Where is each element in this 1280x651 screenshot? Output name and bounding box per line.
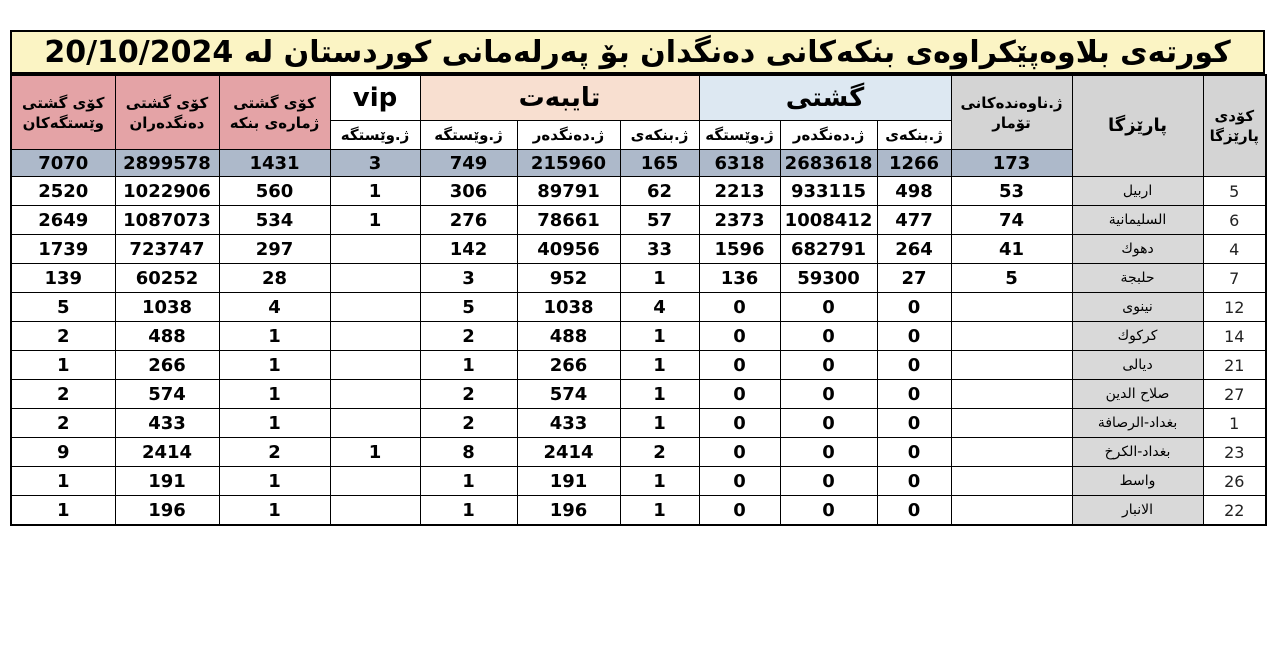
row-special-stations: 142 (420, 235, 517, 264)
row-general-voters: 0 (780, 467, 877, 496)
row-total-centers: 1 (219, 322, 330, 351)
row-registration-centers (951, 351, 1072, 380)
row-general-stations: 2213 (699, 177, 780, 206)
row-vip-stations (330, 322, 420, 351)
row-total-voters: 488 (115, 322, 219, 351)
row-governorate-code: 6 (1203, 206, 1266, 235)
row-total-centers: 2 (219, 438, 330, 467)
row-general-centers: 0 (877, 293, 951, 322)
row-total-voters: 196 (115, 496, 219, 526)
row-governorate-code: 7 (1203, 264, 1266, 293)
row-special-stations: 1 (420, 467, 517, 496)
table-row (11, 177, 1266, 206)
row-general-stations: 0 (699, 351, 780, 380)
row-governorate: كركوك (1072, 322, 1203, 351)
row-special-centers: 33 (620, 235, 699, 264)
row-special-centers: 4 (620, 293, 699, 322)
row-total-centers: 1 (219, 467, 330, 496)
general-centers-total: 1266 (877, 150, 951, 177)
row-vip-stations (330, 409, 420, 438)
row-governorate-code: 5 (1203, 177, 1266, 206)
row-special-stations: 8 (420, 438, 517, 467)
row-general-voters: 933115 (780, 177, 877, 206)
row-general-voters: 1008412 (780, 206, 877, 235)
row-special-stations: 3 (420, 264, 517, 293)
row-general-centers: 0 (877, 380, 951, 409)
row-general-voters: 59300 (780, 264, 877, 293)
row-special-centers: 2 (620, 438, 699, 467)
row-special-stations: 306 (420, 177, 517, 206)
row-registration-centers: 53 (951, 177, 1072, 206)
row-total-centers: 4 (219, 293, 330, 322)
row-registration-centers: 74 (951, 206, 1072, 235)
row-vip-stations (330, 351, 420, 380)
row-governorate: حلبجة (1072, 264, 1203, 293)
header-governorate: پارێزگا (1072, 75, 1203, 177)
row-governorate: صلاح الدين (1072, 380, 1203, 409)
row-general-stations: 136 (699, 264, 780, 293)
row-special-voters: 488 (517, 322, 620, 351)
row-total-stations: 2 (11, 322, 115, 351)
row-total-centers: 534 (219, 206, 330, 235)
row-registration-centers: 41 (951, 235, 1072, 264)
row-total-stations: 1 (11, 467, 115, 496)
header-general-centers: ژ.بنکەی (877, 121, 951, 150)
row-total-stations: 139 (11, 264, 115, 293)
table-row (11, 322, 1266, 351)
table-row (11, 351, 1266, 380)
row-special-stations: 2 (420, 409, 517, 438)
row-registration-centers (951, 380, 1072, 409)
row-general-stations: 2373 (699, 206, 780, 235)
row-total-stations: 2 (11, 380, 115, 409)
row-special-centers: 1 (620, 496, 699, 526)
row-registration-centers (951, 409, 1072, 438)
row-vip-stations: 1 (330, 177, 420, 206)
row-special-centers: 1 (620, 264, 699, 293)
special-stations-total: 749 (420, 150, 517, 177)
row-governorate: ديالى (1072, 351, 1203, 380)
table-row (11, 467, 1266, 496)
row-special-stations: 2 (420, 380, 517, 409)
row-registration-centers: 5 (951, 264, 1072, 293)
row-general-centers: 477 (877, 206, 951, 235)
header-total-voters: کۆی گشتی دەنگدەران (115, 75, 219, 150)
total-centers-value: 1431 (219, 150, 330, 177)
row-general-centers: 264 (877, 235, 951, 264)
header-row-1 (11, 75, 1266, 121)
row-governorate-code: 22 (1203, 496, 1266, 526)
row-vip-stations: 1 (330, 206, 420, 235)
table-row (11, 409, 1266, 438)
general-stations-total: 6318 (699, 150, 780, 177)
total-voters-value: 2899578 (115, 150, 219, 177)
row-general-centers: 27 (877, 264, 951, 293)
row-general-centers: 0 (877, 322, 951, 351)
row-total-voters: 1038 (115, 293, 219, 322)
row-registration-centers (951, 496, 1072, 526)
header-general-stations: ژ.وێستگە (699, 121, 780, 150)
header-special-voters: ژ.دەنگدەر (517, 121, 620, 150)
row-governorate: نينوى (1072, 293, 1203, 322)
row-special-stations: 5 (420, 293, 517, 322)
row-governorate: دهوك (1072, 235, 1203, 264)
row-special-voters: 191 (517, 467, 620, 496)
header-vip: vip (330, 75, 420, 121)
registration-centers-total: 173 (951, 150, 1072, 177)
table-row (11, 264, 1266, 293)
total-stations-value: 7070 (11, 150, 115, 177)
row-general-centers: 0 (877, 467, 951, 496)
row-governorate-code: 12 (1203, 293, 1266, 322)
row-special-stations: 276 (420, 206, 517, 235)
special-centers-total: 165 (620, 150, 699, 177)
row-registration-centers (951, 438, 1072, 467)
header-governorate-code: کۆدی پارێزگا (1203, 75, 1266, 177)
row-governorate-code: 4 (1203, 235, 1266, 264)
row-special-voters: 89791 (517, 177, 620, 206)
row-special-centers: 57 (620, 206, 699, 235)
row-governorate-code: 14 (1203, 322, 1266, 351)
row-general-voters: 682791 (780, 235, 877, 264)
row-general-centers: 498 (877, 177, 951, 206)
election-summary-sheet (10, 30, 1265, 526)
table-row (11, 380, 1266, 409)
row-vip-stations (330, 235, 420, 264)
row-total-voters: 723747 (115, 235, 219, 264)
header-registration-centers: ژ.ناوەندەکانی تۆمار (951, 75, 1072, 150)
table-row (11, 235, 1266, 264)
row-vip-stations (330, 467, 420, 496)
row-governorate-code: 23 (1203, 438, 1266, 467)
row-total-stations: 5 (11, 293, 115, 322)
row-special-voters: 40956 (517, 235, 620, 264)
row-vip-stations (330, 496, 420, 526)
header-special-centers: ژ.بنکەی (620, 121, 699, 150)
row-total-voters: 266 (115, 351, 219, 380)
row-special-stations: 2 (420, 322, 517, 351)
row-total-voters: 60252 (115, 264, 219, 293)
row-special-voters: 433 (517, 409, 620, 438)
row-governorate: السليمانية (1072, 206, 1203, 235)
row-special-centers: 62 (620, 177, 699, 206)
row-total-stations: 1 (11, 351, 115, 380)
row-vip-stations: 1 (330, 438, 420, 467)
summary-table (10, 74, 1267, 526)
row-special-voters: 1038 (517, 293, 620, 322)
row-special-stations: 1 (420, 496, 517, 526)
table-row (11, 206, 1266, 235)
header-total-centers: کۆی گشتی ژمارەی بنکە (219, 75, 330, 150)
row-total-centers: 1 (219, 409, 330, 438)
row-general-voters: 0 (780, 322, 877, 351)
row-special-stations: 1 (420, 351, 517, 380)
row-total-voters: 2414 (115, 438, 219, 467)
row-general-voters: 0 (780, 409, 877, 438)
row-general-voters: 0 (780, 438, 877, 467)
row-general-centers: 0 (877, 496, 951, 526)
row-total-voters: 1022906 (115, 177, 219, 206)
row-total-centers: 1 (219, 496, 330, 526)
row-general-centers: 0 (877, 351, 951, 380)
sheet-title: کورتەی بلاوەپێکراوەی بنکەکانی دەنگدان بۆ پەرلەمانی کوردستان لە 20/10/2024 (10, 30, 1265, 74)
row-general-stations: 0 (699, 322, 780, 351)
data-rows (11, 177, 1266, 526)
row-total-stations: 2 (11, 409, 115, 438)
row-general-voters: 0 (780, 496, 877, 526)
row-total-centers: 560 (219, 177, 330, 206)
row-special-voters: 78661 (517, 206, 620, 235)
row-general-voters: 0 (780, 351, 877, 380)
row-governorate-code: 26 (1203, 467, 1266, 496)
row-governorate-code: 27 (1203, 380, 1266, 409)
header-vip-stations: ژ.وێستگە (330, 121, 420, 150)
row-total-stations: 1 (11, 496, 115, 526)
row-total-voters: 574 (115, 380, 219, 409)
row-total-centers: 28 (219, 264, 330, 293)
row-total-stations: 9 (11, 438, 115, 467)
row-total-voters: 191 (115, 467, 219, 496)
row-total-stations: 2649 (11, 206, 115, 235)
row-total-centers: 1 (219, 380, 330, 409)
row-special-centers: 1 (620, 351, 699, 380)
row-general-stations: 0 (699, 380, 780, 409)
row-vip-stations (330, 264, 420, 293)
row-total-centers: 297 (219, 235, 330, 264)
row-vip-stations (330, 380, 420, 409)
row-total-voters: 1087073 (115, 206, 219, 235)
row-governorate: اربيل (1072, 177, 1203, 206)
row-special-voters: 2414 (517, 438, 620, 467)
table-row (11, 293, 1266, 322)
row-general-voters: 0 (780, 293, 877, 322)
row-total-stations: 2520 (11, 177, 115, 206)
row-special-voters: 952 (517, 264, 620, 293)
row-general-voters: 0 (780, 380, 877, 409)
row-governorate: بغداد-الكرخ (1072, 438, 1203, 467)
row-governorate: بغداد-الرصافة (1072, 409, 1203, 438)
row-general-centers: 0 (877, 409, 951, 438)
header-general: گشتی (699, 75, 951, 121)
vip-stations-total: 3 (330, 150, 420, 177)
header-total-stations: کۆی گشتی وێستگەکان (11, 75, 115, 150)
row-general-stations: 0 (699, 496, 780, 526)
row-registration-centers (951, 467, 1072, 496)
row-registration-centers (951, 322, 1072, 351)
row-special-centers: 1 (620, 409, 699, 438)
row-governorate: واسط (1072, 467, 1203, 496)
row-special-voters: 266 (517, 351, 620, 380)
table-row (11, 496, 1266, 526)
row-general-stations: 0 (699, 467, 780, 496)
row-governorate: الانبار (1072, 496, 1203, 526)
header-general-voters: ژ.دەنگدەر (780, 121, 877, 150)
row-special-centers: 1 (620, 467, 699, 496)
row-general-stations: 0 (699, 409, 780, 438)
header-special-stations: ژ.وێستگە (420, 121, 517, 150)
row-registration-centers (951, 293, 1072, 322)
row-general-stations: 1596 (699, 235, 780, 264)
row-total-centers: 1 (219, 351, 330, 380)
row-general-stations: 0 (699, 293, 780, 322)
row-special-centers: 1 (620, 322, 699, 351)
row-governorate-code: 1 (1203, 409, 1266, 438)
row-total-voters: 433 (115, 409, 219, 438)
row-special-voters: 196 (517, 496, 620, 526)
special-voters-total: 215960 (517, 150, 620, 177)
row-vip-stations (330, 293, 420, 322)
row-special-voters: 574 (517, 380, 620, 409)
row-special-centers: 1 (620, 380, 699, 409)
row-general-stations: 0 (699, 438, 780, 467)
header-special: تایبەت (420, 75, 699, 121)
row-total-stations: 1739 (11, 235, 115, 264)
row-governorate-code: 21 (1203, 351, 1266, 380)
row-general-centers: 0 (877, 438, 951, 467)
table-row (11, 438, 1266, 467)
general-voters-total: 2683618 (780, 150, 877, 177)
